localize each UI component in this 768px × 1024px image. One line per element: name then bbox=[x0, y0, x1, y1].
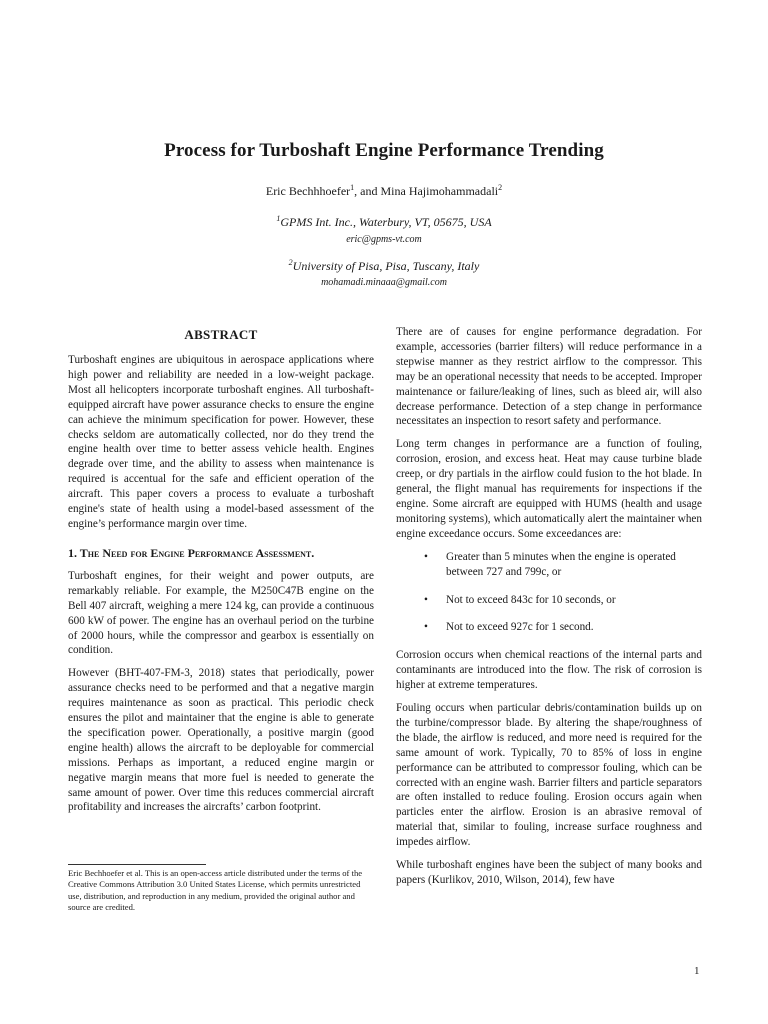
list-item-text: Greater than 5 minutes when the engine is operated between 727 and 799c, or bbox=[446, 550, 676, 578]
list-item-text: Not to exceed 927c for 1 second. bbox=[446, 621, 594, 634]
author-separator: , and Mina Hajimohammadali bbox=[354, 184, 499, 198]
bullet-icon: • bbox=[424, 621, 428, 634]
bullet-icon: • bbox=[424, 550, 428, 563]
affiliation-1-sup: 1 bbox=[276, 214, 281, 223]
right-paragraph-2: Long term changes in performance are a function of fouling, corrosion, erosion, and excess heat. Heat may cause turbine blade creep, or dry partials in the airflow could fusion to the hot blade. In general, the flight manual has requirements for inspections if the engine. Some aircraft are equipped with HUMS (health and usage monitoring systems), which automatically alert the maintainer when engine exceedance occurs. Some exceedances are: bbox=[396, 438, 702, 540]
list-item bbox=[396, 550, 702, 580]
list-item-text: Not to exceed 843c for 10 seconds, or bbox=[446, 593, 616, 606]
affiliation-2-text: University of Pisa, Pisa, Tuscany, Italy bbox=[292, 259, 480, 273]
affiliation-2 bbox=[0, 258, 768, 274]
right-column bbox=[396, 325, 702, 896]
list-item bbox=[396, 620, 702, 635]
copyright-footnote: Eric Bechhoefer et al. This is an open-access article distributed under the terms of the Creative Commons Attribution 3.0 United States License, which permits unrestricted use, distribution, and reproduction in any medium, provided the original author and source are credited. bbox=[68, 868, 363, 912]
abstract-text: Turboshaft engines are ubiquitous in aerospace applications where high power and reliability are needed in a low-weight package. Most all helicopters incorporate turboshaft engines. All turboshaft-equipped aircraft have power assurance checks to ensure the engine can achieve the minimum specification for power. However, these checks seldom are automatically collected, nor do they trend the engine health over time to better assess vehicle health. Engines degrade over time, and the ability to assess when maintenance is required is accentual for the safe and efficient operation of the aircraft. This paper covers a process to evaluate a turboshaft engine's state of health using a model-based assessment of the engine’s performance margin over time. bbox=[68, 354, 374, 530]
section-1-heading: 1. The Need for Engine Performance Assessment. bbox=[68, 545, 315, 560]
author-1: Eric Bechhhoefer bbox=[265, 184, 351, 198]
affiliation-2-email: mohamadi.minaaa@gmail.com bbox=[321, 277, 447, 288]
footnote-rule bbox=[68, 864, 206, 865]
right-paragraph-3: Corrosion occurs when chemical reactions of the internal parts and contaminants are introduced into the flow. The risk of corrosion is higher at extreme temperatures. bbox=[396, 649, 702, 692]
section-1-paragraph-2: However (BHT-407-FM-3, 2018) states that periodically, power assurance checks need to be performed and that a negative margin requires maintenance as soon as practical. This periodic check ensures the pilot and maintainer that the engine is able to generate the specification power. Operationally, a positive margin (good engine health) allows the aircraft to be deployable for commercial missions. Perhaps as important, a reduced engine margin or negative margin means that more fuel is needed to generate the same amount of power. Over time this reduces commercial aircraft profitability and increases the aircrafts’ carbon footprint. bbox=[68, 667, 374, 814]
author-line bbox=[0, 183, 768, 199]
affiliation-1-email: eric@gpms-vt.com bbox=[346, 234, 422, 245]
abstract-heading: ABSTRACT bbox=[184, 327, 258, 342]
exceedance-list bbox=[396, 550, 702, 636]
affiliation-1-text: GPMS Int. Inc., Waterbury, VT, 05675, USA bbox=[280, 215, 492, 229]
affiliation-2-sup: 2 bbox=[288, 258, 293, 267]
affiliation-1 bbox=[0, 214, 768, 230]
section-1-paragraph-1: Turboshaft engines, for their weight and power outputs, are remarkably reliable. For example, the M250C47B engine on the Bell 407 aircraft, weighing a mere 124 kg, can provide a continuous 600 kW of power. The engine has an overhaul period on the turbine of 2000 hours, while the compressor and gearbox is essentially on condition. bbox=[68, 569, 374, 657]
right-paragraph-5: While turboshaft engines have been the subject of many books and papers (Kurlikov, 2010, Wilson, 2014), few have bbox=[396, 859, 702, 886]
author-2-sup: 2 bbox=[498, 183, 503, 192]
right-paragraph-1: There are of causes for engine performance degradation. For example, accessories (barrier filters) will reduce performance in a stepwise manner as they restrict airflow to the compressor. This may be an operational necessity that needs to be accepted. Improper maintenance or failure/leaking of lines, such as bleed air, will also decrease performance. Detection of a step change in performance necessitates an inspection to resort safety and performance. bbox=[396, 326, 702, 428]
left-column bbox=[68, 325, 374, 823]
paper-title: Process for Turboshaft Engine Performance Trending bbox=[164, 140, 604, 161]
right-paragraph-4: Fouling occurs when particular debris/contamination builds up on the turbine/compressor blade. By altering the shape/roughness of the blade, the airflow is reduced, and more need is required for the same amount of work. Typically, 70 to 85% of loss in engine performance can be attributed to compressor fouling, which can be corrected with an engine wash. Barrier filters and particle separators are often installed to reduce fouling. Erosion occurs again when particles enter the airflow. Erosion is an abrasive removal of material that, similar to fouling, increase surface roughness and impedes airflow. bbox=[396, 702, 702, 849]
bullet-icon: • bbox=[424, 593, 428, 606]
author-1-sup: 1 bbox=[350, 183, 355, 192]
list-item bbox=[396, 593, 702, 608]
page-number: 1 bbox=[694, 965, 700, 977]
